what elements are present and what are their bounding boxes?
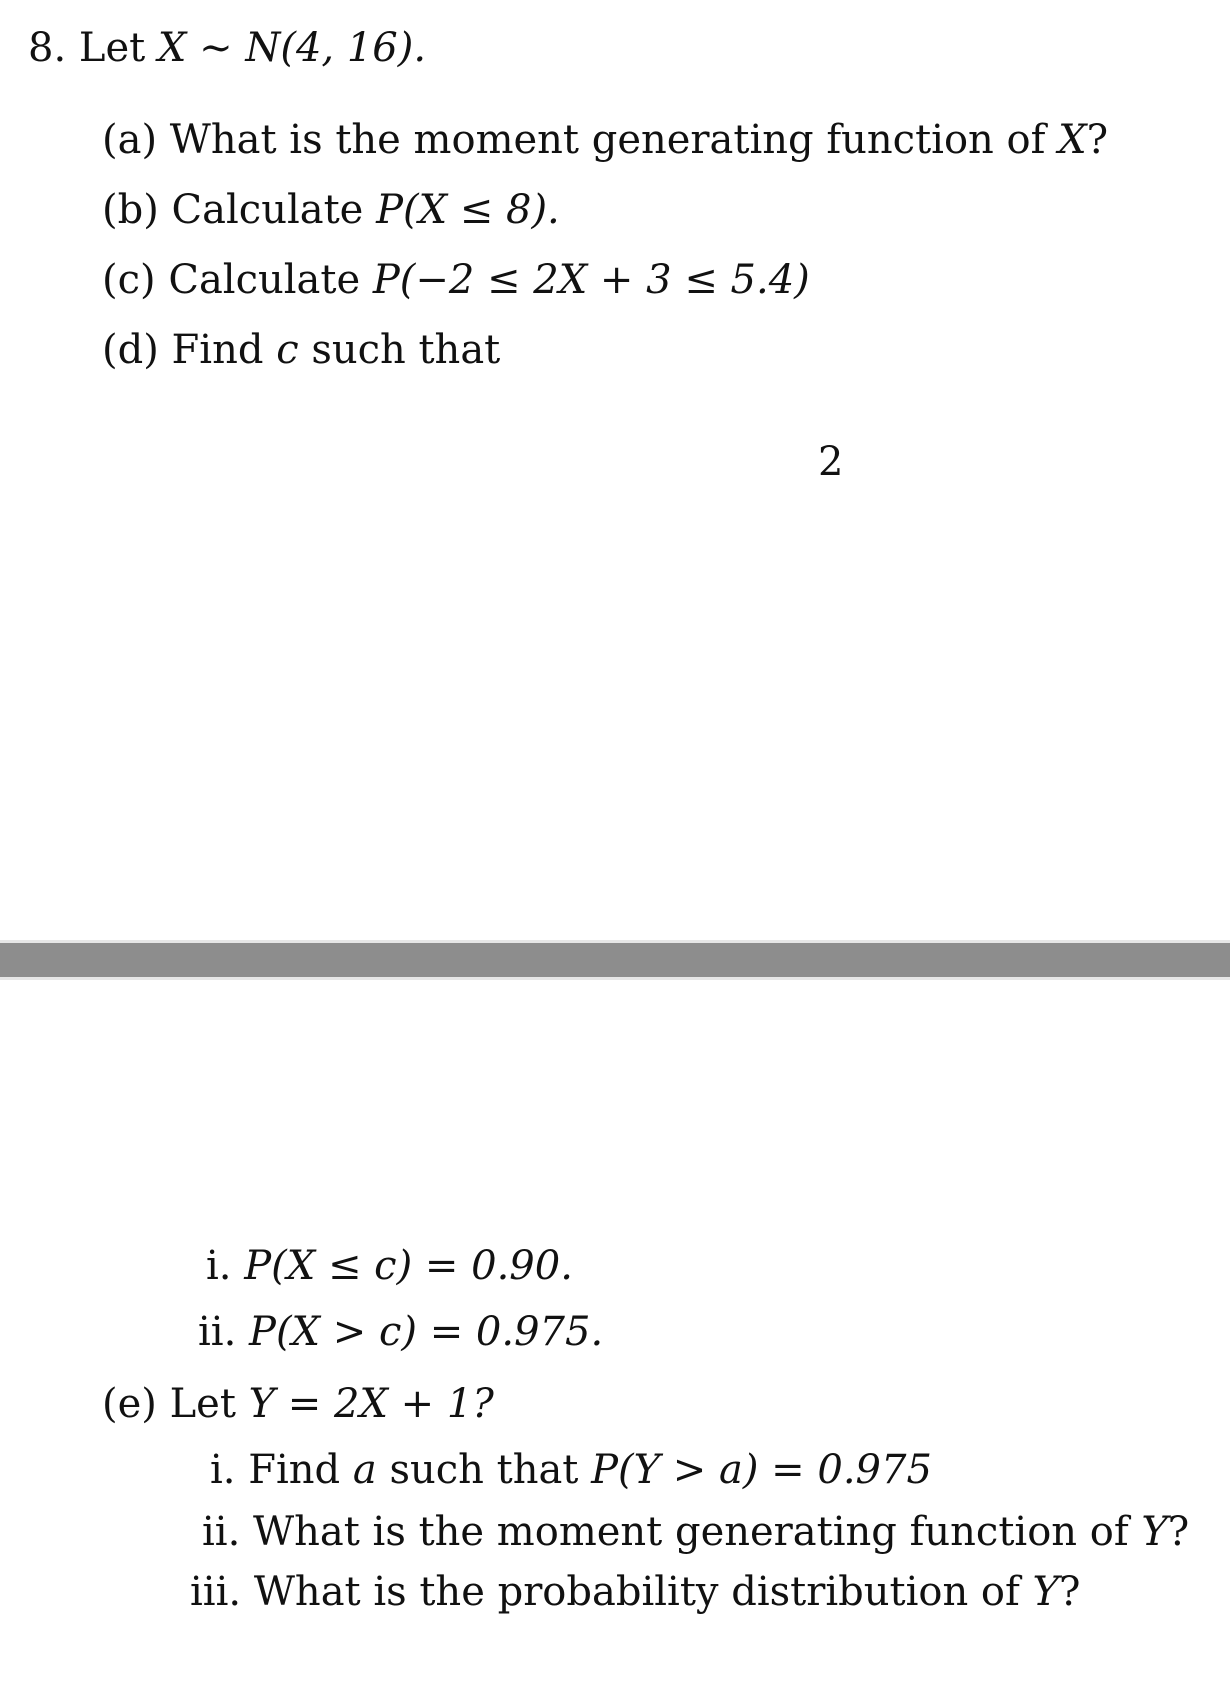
part-d-text-before: Find xyxy=(171,327,264,373)
part-d-var: c xyxy=(276,327,299,373)
part-a-label: (a) xyxy=(102,117,158,163)
part-e-i-text-before: Find xyxy=(248,1447,341,1493)
part-d-ii-label: ii. xyxy=(198,1309,237,1355)
problem-lead: Let xyxy=(78,25,146,71)
problem-number: 8. xyxy=(28,25,67,71)
part-a-text: What is the moment generating function of xyxy=(169,117,1046,163)
part-e-ii xyxy=(202,1508,1189,1556)
part-c-expr: P(−2 ≤ 2X + 3 ≤ 5.4) xyxy=(372,257,810,303)
part-c xyxy=(102,256,810,304)
part-e-iii-text: What is the probability distribution of xyxy=(253,1569,1020,1615)
part-d-i xyxy=(206,1242,573,1290)
part-a xyxy=(102,116,1108,164)
part-e-i-var: a xyxy=(352,1447,377,1493)
part-e-ii-var: Y xyxy=(1141,1509,1168,1555)
part-e-text: Let xyxy=(169,1381,236,1427)
page-bottom xyxy=(0,980,1230,1704)
part-e-i-expr: P(Y > a) = 0.975 xyxy=(591,1447,932,1493)
part-e-i-text-after: such that xyxy=(389,1447,579,1493)
part-e-ii-text: What is the moment generating function of xyxy=(253,1509,1129,1555)
page-number: 2 xyxy=(818,439,844,485)
part-e-i-label: i. xyxy=(210,1447,236,1493)
var-x: X xyxy=(157,25,187,71)
problem-header xyxy=(28,24,426,72)
page-separator xyxy=(0,940,1230,980)
part-d-i-expr: P(X ≤ c) = 0.90. xyxy=(244,1243,573,1289)
distribution: N(4, 16). xyxy=(245,25,427,71)
part-b-label: (b) xyxy=(102,187,159,233)
part-d-text-after: such that xyxy=(311,327,501,373)
part-e-iii-end: ? xyxy=(1058,1569,1081,1615)
part-e-ii-end: ? xyxy=(1167,1509,1190,1555)
part-e xyxy=(102,1380,494,1428)
part-b-text: Calculate xyxy=(171,187,364,233)
part-d-ii xyxy=(198,1308,603,1356)
part-d-i-label: i. xyxy=(206,1243,232,1289)
part-e-expr: Y = 2X + 1? xyxy=(248,1381,494,1427)
part-d-ii-expr: P(X > c) = 0.975. xyxy=(249,1309,604,1355)
sim-symbol: ∼ xyxy=(199,25,233,71)
part-a-end: ? xyxy=(1086,117,1109,163)
part-d-label: (d) xyxy=(102,327,159,373)
part-a-var: X xyxy=(1058,117,1087,163)
part-e-iii xyxy=(190,1568,1080,1616)
part-e-label: (e) xyxy=(102,1381,157,1427)
part-d xyxy=(102,326,500,374)
part-b xyxy=(102,186,560,234)
part-c-label: (c) xyxy=(102,257,156,303)
part-e-i xyxy=(210,1446,932,1494)
part-e-ii-label: ii. xyxy=(202,1509,241,1555)
part-e-iii-label: iii. xyxy=(190,1569,242,1615)
part-c-text: Calculate xyxy=(168,257,361,303)
part-e-iii-var: Y xyxy=(1032,1569,1059,1615)
part-b-expr: P(X ≤ 8). xyxy=(376,187,560,233)
